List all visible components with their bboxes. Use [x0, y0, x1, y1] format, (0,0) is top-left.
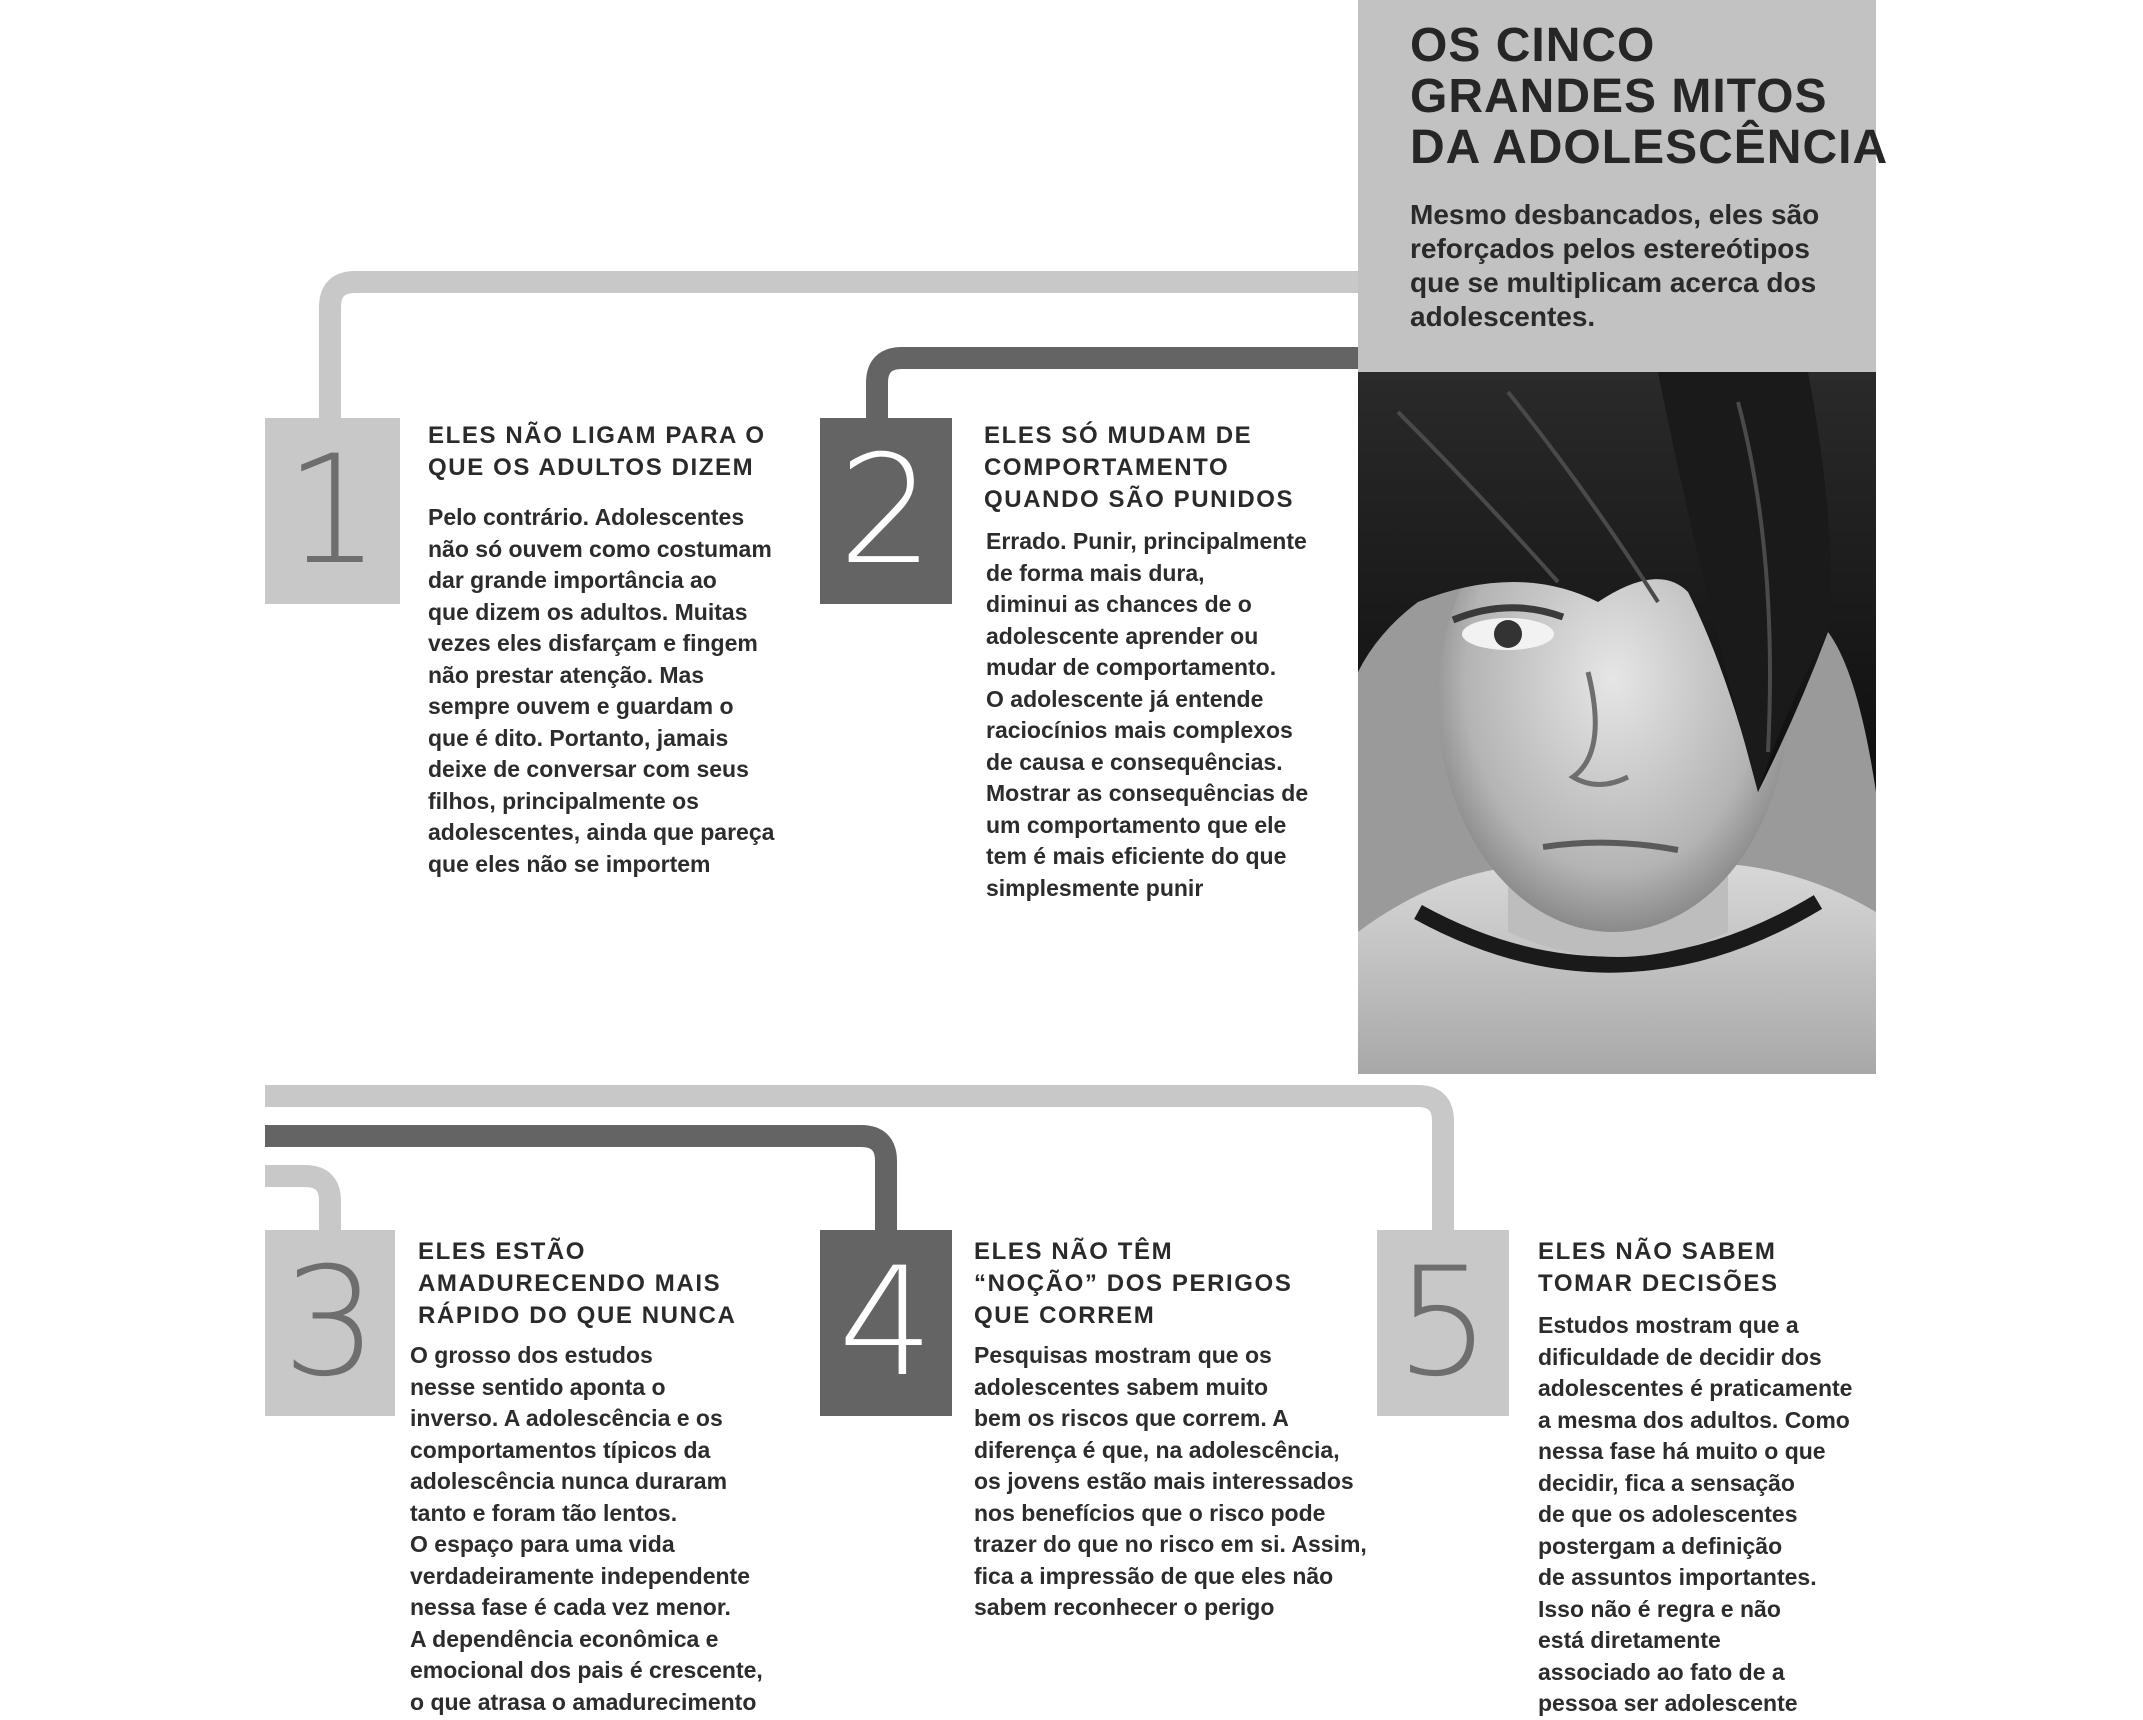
myth-4-body: Pesquisas mostram que os adolescentes sabem muito bem os riscos que correm. A diferença é que, na adolescência, os jovens estão mais interessados nos benefícios que o risco pode trazer do que no risco em si. Assim, fica a impressão de que eles não sabem reconhecer o perigo [974, 1342, 1367, 1620]
myth-3-title: ELES ESTÃO AMADURECENDO MAIS RÁPIDO DO QUE NUNCA [418, 1238, 737, 1329]
myth-1-number: 1 [284, 424, 381, 598]
connector-3 [265, 1176, 330, 1232]
myth-1-title: ELES NÃO LIGAM PARA O QUE OS ADULTOS DIZEM [428, 422, 766, 481]
myth-4-title: ELES NÃO TÊM “NOÇÃO” DOS PERIGOS QUE CORREM [974, 1238, 1293, 1329]
myth-5-number: 5 [1395, 1236, 1491, 1410]
page-title: OS CINCO GRANDES MITOS DA ADOLESCÊNCIA [1410, 19, 1889, 174]
connector-4 [265, 1136, 886, 1232]
myth-3-number: 3 [282, 1236, 378, 1410]
myth-2-body: Errado. Punir, principalmente de forma mais dura, diminui as chances de o adolescente aprender ou mudar de comportamento. O adolescente já entende raciocínios mais complexos de causa e consequências. Mostrar as consequências de um comportamento que ele tem é mais eficiente do que simplesmente punir [986, 528, 1309, 901]
myth-1-body: Pelo contrário. Adolescentes não só ouvem como costumam dar grande importância ao que dizem os adultos. Muitas vezes eles disfarçam e fingem não prestar atenção. Mas sempre ouvem e guardam o que é dito. Portanto, jamais deixe de conversar com seus filhos, principalmente os adolescentes, ainda que pareça que eles não se importem [428, 504, 775, 877]
myth-5-title: ELES NÃO SABEM TOMAR DECISÕES [1538, 1238, 1779, 1297]
connector-5 [265, 1096, 1443, 1232]
myth-4-number: 4 [838, 1236, 934, 1410]
page-subtitle: Mesmo desbancados, eles são reforçados pelos estereótipos que se multiplicam acerca dos adolescentes. [1410, 199, 1820, 332]
teen-portrait-photo [1358, 372, 1876, 1074]
myth-2-title: ELES SÓ MUDAM DE COMPORTAMENTO QUANDO SÃO PUNIDOS [984, 422, 1295, 513]
connector-2 [877, 358, 1362, 420]
myth-3-body: O grosso dos estudos nesse sentido aponta o inverso. A adolescência e os comportamentos típicos da adolescência nunca duraram tanto e foram tão lentos. O espaço para uma vida verdadeiramente independente nessa fase é cada vez menor. A dependência econômica e emocional dos pais é crescente, o que atrasa o amadurecimento [410, 1342, 763, 1715]
myth-2-number: 2 [838, 424, 934, 598]
myth-5-body: Estudos mostram que a dificuldade de decidir dos adolescentes é praticamente a mesma dos adultos. Como nessa fase há muito o que decidir, fica a sensação de que os adolescentes postergam a definição de assuntos importantes. Isso não é regra e não está diretamente associado ao fato de a pessoa ser adolescente [1538, 1312, 1853, 1716]
